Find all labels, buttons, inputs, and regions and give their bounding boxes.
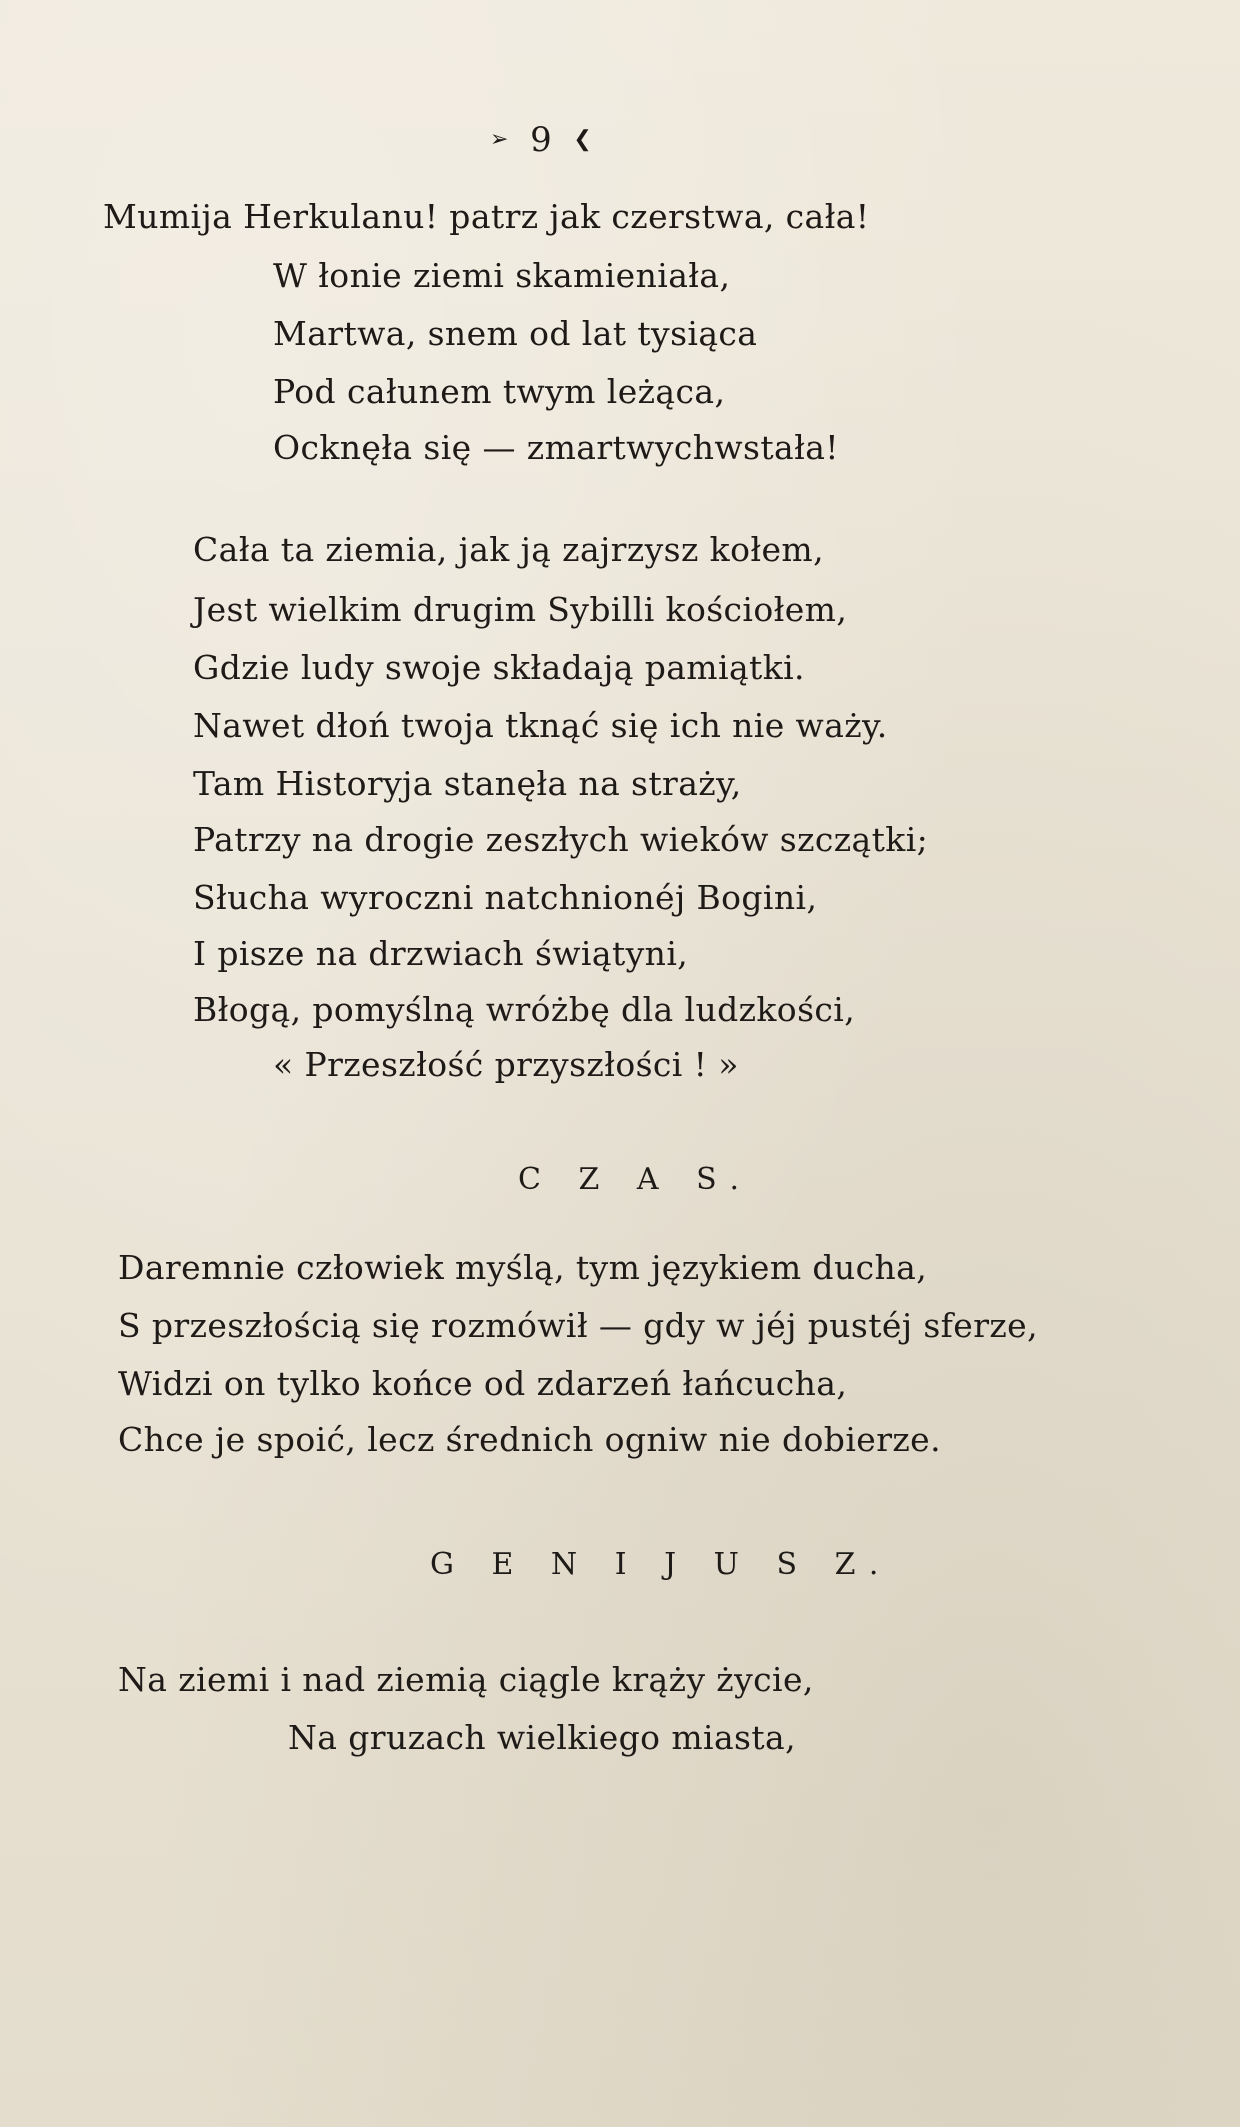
- section-heading-czas: C Z A S.: [518, 1162, 754, 1197]
- verse-line: « Przeszłość przyszłości ! »: [273, 1045, 739, 1084]
- verse-line: Słucha wyroczni natchnionéj Bogini,: [193, 878, 818, 917]
- page-number-line: [490, 120, 592, 162]
- verse-line: I pisze na drzwiach świątyni,: [193, 934, 689, 973]
- verse-line: S przeszłością się rozmówił — gdy w jéj pustéj sferze,: [118, 1306, 1038, 1345]
- verse-line: Błogą, pomyślną wróżbę dla ludzkości,: [193, 990, 856, 1029]
- verse-line: Patrzy na drogie zeszłych wieków szczątki;: [193, 820, 929, 859]
- verse-line: Nawet dłoń twoja tknąć się ich nie waży.: [193, 706, 888, 745]
- ornament-left-icon: ➢: [490, 127, 509, 152]
- ornament-right-icon: ❮: [573, 127, 592, 152]
- verse-line: Mumija Herkulanu! patrz jak czerstwa, cała!: [103, 197, 870, 236]
- verse-line: Jest wielkim drugim Sybilli kościołem,: [193, 590, 848, 629]
- verse-line: W łonie ziemi skamieniała,: [273, 256, 731, 295]
- verse-line: Gdzie ludy swoje składają pamiątki.: [193, 648, 805, 687]
- verse-line: Ocknęła się — zmartwychwstała!: [273, 428, 839, 467]
- page-number: 9: [530, 120, 552, 160]
- verse-line: Widzi on tylko końce od zdarzeń łańcucha,: [118, 1364, 848, 1403]
- section-heading-genijusz: G E N I J U S Z.: [430, 1547, 893, 1582]
- verse-line: Chce je spoić, lecz średnich ogniw nie dobierze.: [118, 1420, 941, 1459]
- verse-line: Pod całunem twym leżąca,: [273, 372, 726, 411]
- verse-line: Martwa, snem od lat tysiąca: [273, 314, 758, 353]
- verse-line: Tam Historyja stanęła na straży,: [193, 764, 742, 803]
- verse-line: Daremnie człowiek myślą, tym językiem ducha,: [118, 1248, 928, 1287]
- verse-line: Na gruzach wielkiego miasta,: [288, 1718, 797, 1757]
- verse-line: Na ziemi i nad ziemią ciągle krąży życie,: [118, 1660, 814, 1699]
- verse-line: Cała ta ziemia, jak ją zajrzysz kołem,: [193, 530, 824, 569]
